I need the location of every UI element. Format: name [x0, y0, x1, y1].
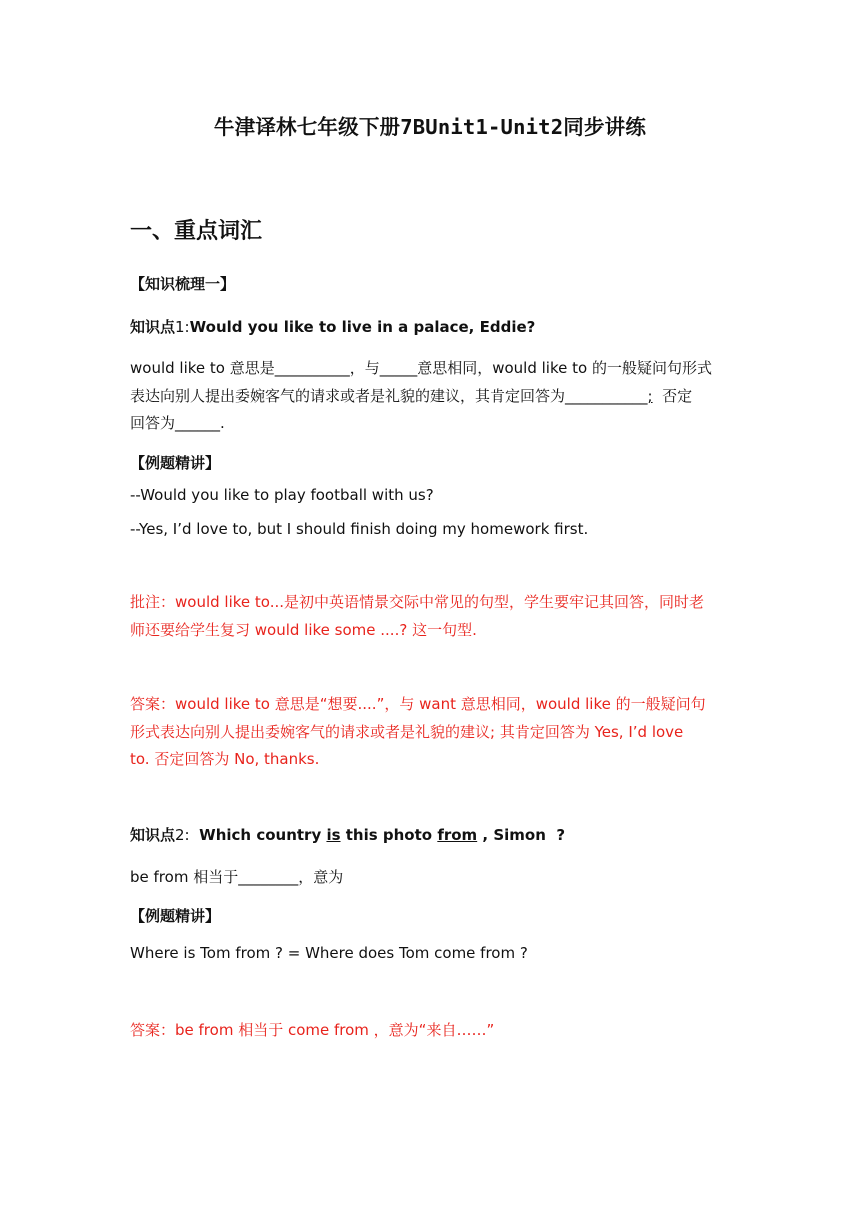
kp1-number: 1: — [175, 318, 190, 336]
example2-line: Where is Tom from ? = Where does Tom come from ? — [130, 944, 528, 962]
kp1-body-line3-blank: ______. — [175, 414, 225, 432]
example1-line2: --Yes, I’d love to, but I should finish doing my homework first. — [130, 520, 589, 538]
kp1-body-line1: would like to 意思是__________，与_____意思相同，would like to 的一般疑问句形式 — [130, 359, 712, 377]
kp2-number: 2: — [175, 826, 190, 844]
kp1-body-line3 — [130, 412, 225, 433]
kp2-label: 知识点 — [130, 826, 176, 844]
kp2-question-part2: this photo — [340, 826, 438, 844]
note1-line2: 师还要给学生复习 would like some ....? 这一句型. — [130, 621, 477, 639]
kp1-body-semicolon: ; — [647, 387, 653, 405]
kp1-question: Would you like to live in a palace, Eddie? — [189, 318, 536, 336]
kp2-question-part3: , Simon ? — [477, 826, 566, 844]
knowledge-point-1 — [130, 316, 535, 337]
kp1-body-line3-start: 回答为 — [130, 414, 176, 432]
answer2-line: 答案：be from 相当于 come from ，意为“来自……” — [130, 1021, 495, 1039]
kp2-question-part1: Which country — [199, 826, 327, 844]
document-title: 牛津译林七年级下册7BUnit1-Unit2同步讲练 — [213, 115, 647, 139]
example-header-2: 【例题精讲】 — [130, 907, 221, 925]
kp2-body: be from 相当于________，意为 — [130, 868, 344, 886]
knowledge-summary-header: 【知识梳理一】 — [130, 275, 236, 293]
note1-line1: 批注：would like to...是初中英语情景交际中常见的句型，学生要牢记其回答，同时老 — [130, 593, 704, 611]
example1-line1: --Would you like to play football with us? — [130, 486, 434, 504]
example-header-1: 【例题精讲】 — [130, 454, 221, 472]
answer1-line3: to. 否定回答为 No, thanks. — [130, 750, 320, 768]
knowledge-point-2 — [130, 824, 565, 845]
kp1-body-line2-main: 表达向别人提出委婉客气的请求或者是礼貌的建议，其肯定回答为___________ — [130, 387, 648, 405]
kp1-label: 知识点 — [130, 318, 176, 336]
kp1-body-line2-end: 否定 — [652, 387, 693, 405]
answer1-line2: 形式表达向别人提出委婉客气的请求或者是礼貌的建议; 其肯定回答为 Yes, I’d love — [130, 723, 684, 741]
answer1-line1: 答案：would like to 意思是“想要....”，与 want 意思相同，would like 的一般疑问句 — [130, 695, 706, 713]
section-heading: 一、重点词汇 — [130, 219, 263, 244]
kp2-question-from: from — [437, 826, 478, 844]
kp1-body-line2 — [130, 385, 692, 406]
kp2-question-is: is — [326, 826, 341, 844]
